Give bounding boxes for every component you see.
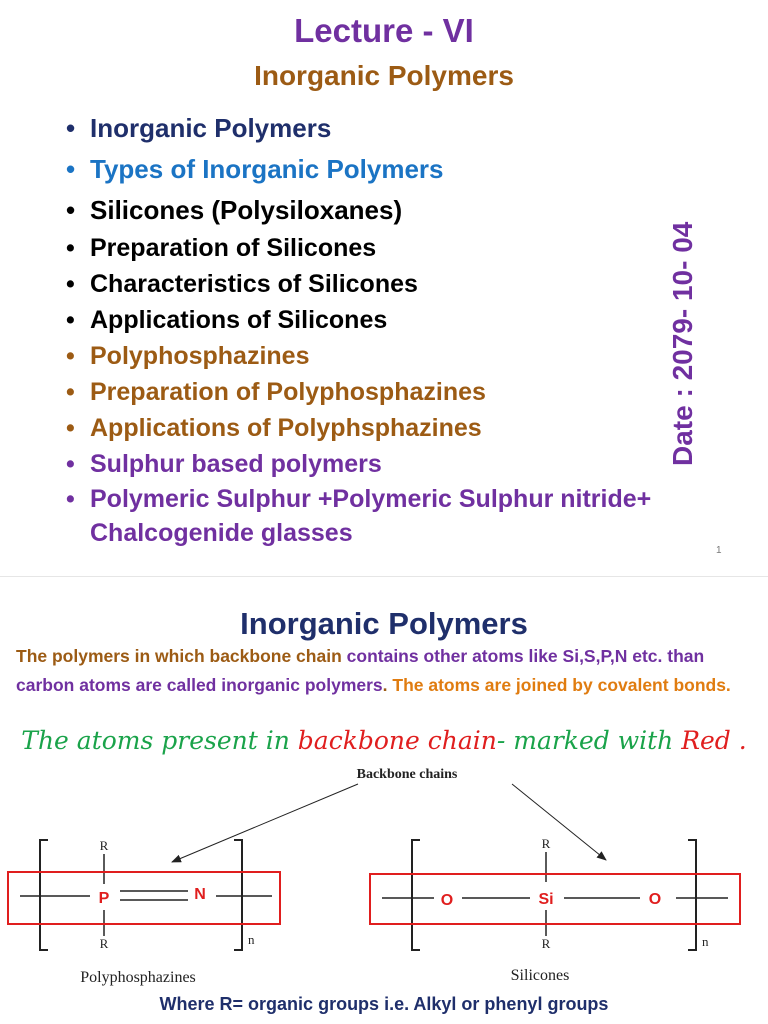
bullet-icon: • [66,414,75,442]
subscript-n: n [248,932,255,947]
r-group-top: R [99,838,109,853]
topic-item [66,108,686,148]
topic-text: Polyphosphazines [90,342,310,370]
slide-number: 1 [716,545,722,556]
date-label: Date : 2079- 10- 04 [667,221,698,466]
bullet-icon: • [66,306,75,334]
note-part: Red [681,726,731,755]
topic-item [66,190,686,230]
silicones-label: Silicones [510,967,570,984]
topic-item [66,302,686,338]
bracket-left [412,840,420,950]
slide-2 [0,590,768,1024]
lecture-title: Lecture - VI [294,12,474,49]
bracket-right [688,840,696,950]
bullet-icon: • [66,234,75,262]
topic-item [66,230,686,266]
backbone-highlight-box [370,874,740,924]
topic-item [66,446,686,482]
r-group-top: R [541,836,551,851]
atom-n: N [194,886,206,903]
slide-divider [0,576,768,577]
topic-text: Sulphur based polymers [90,450,382,478]
topic-text: Polymeric Sulphur +Polymeric Sulphur nitride+ Chalcogenide glasses [90,485,652,547]
atom-p: P [98,890,110,907]
bracket-right [234,840,242,950]
definition-part: The atoms are joined by covalent bonds. [392,675,731,695]
r-group-definition: Where R= organic groups i.e. Alkyl or phenyl groups [159,994,609,1014]
polyphosphazine-structure [8,838,280,986]
backbone-note [0,726,768,755]
bullet-icon: • [66,195,76,225]
backbone-highlight-box [8,872,280,924]
topic-text: Preparation of Silicones [90,234,377,262]
topic-text: Characteristics of Silicones [90,270,418,298]
topic-text: Preparation of Polyphosphazines [90,378,486,406]
topic-item [66,338,686,374]
bullet-icon: • [66,154,76,184]
diagram-caption: Backbone chains [356,767,458,782]
backbone-diagram [0,760,768,1000]
lecture-subtitle: Inorganic Polymers [254,60,514,91]
bullet-icon: • [66,113,76,143]
bullet-icon: • [66,342,75,370]
topic-item [66,374,686,410]
r-group-bottom: R [99,936,109,951]
bracket-left [40,840,48,950]
bullet-icon: • [66,378,75,406]
definition-part: contains other atoms like Si,S,P,N etc. than carbon atoms are called inorganic polymers [16,646,705,695]
topic-item [66,266,686,302]
atom-o: O [648,891,662,908]
arrow-right [512,784,606,860]
r-group-bottom: R [541,936,551,951]
slide-2-title: Inorganic Polymers [240,606,528,641]
definition-part: The polymers in which backbone chain [16,646,342,666]
silicone-structure [370,836,740,984]
atom-o: O [440,892,454,909]
topic-item [66,410,686,446]
arrow-left [172,784,358,862]
topic-item [66,148,686,190]
topic-text: Applications of Polyphsphazines [90,414,482,442]
topic-item [66,482,680,550]
polyphosphazines-label: Polyphosphazines [80,969,196,986]
topic-text: Applications of Silicones [90,306,388,334]
note-part: backbone chain [297,726,497,755]
atom-si: Si [538,891,554,908]
bullet-icon: • [66,270,75,298]
topic-list [66,108,686,550]
note-part: . [730,726,747,755]
definition-part: . [382,675,393,695]
bullet-icon: • [66,450,75,478]
subscript-n: n [702,934,709,949]
topic-text: Inorganic Polymers [90,113,332,143]
bullet-icon: • [66,485,75,513]
definition-paragraph [16,642,756,700]
topic-text: Silicones (Polysiloxanes) [90,195,403,225]
note-part: - marked with [496,726,682,755]
note-part: The atoms present in [21,726,298,755]
topic-text: Types of Inorganic Polymers [90,154,444,184]
